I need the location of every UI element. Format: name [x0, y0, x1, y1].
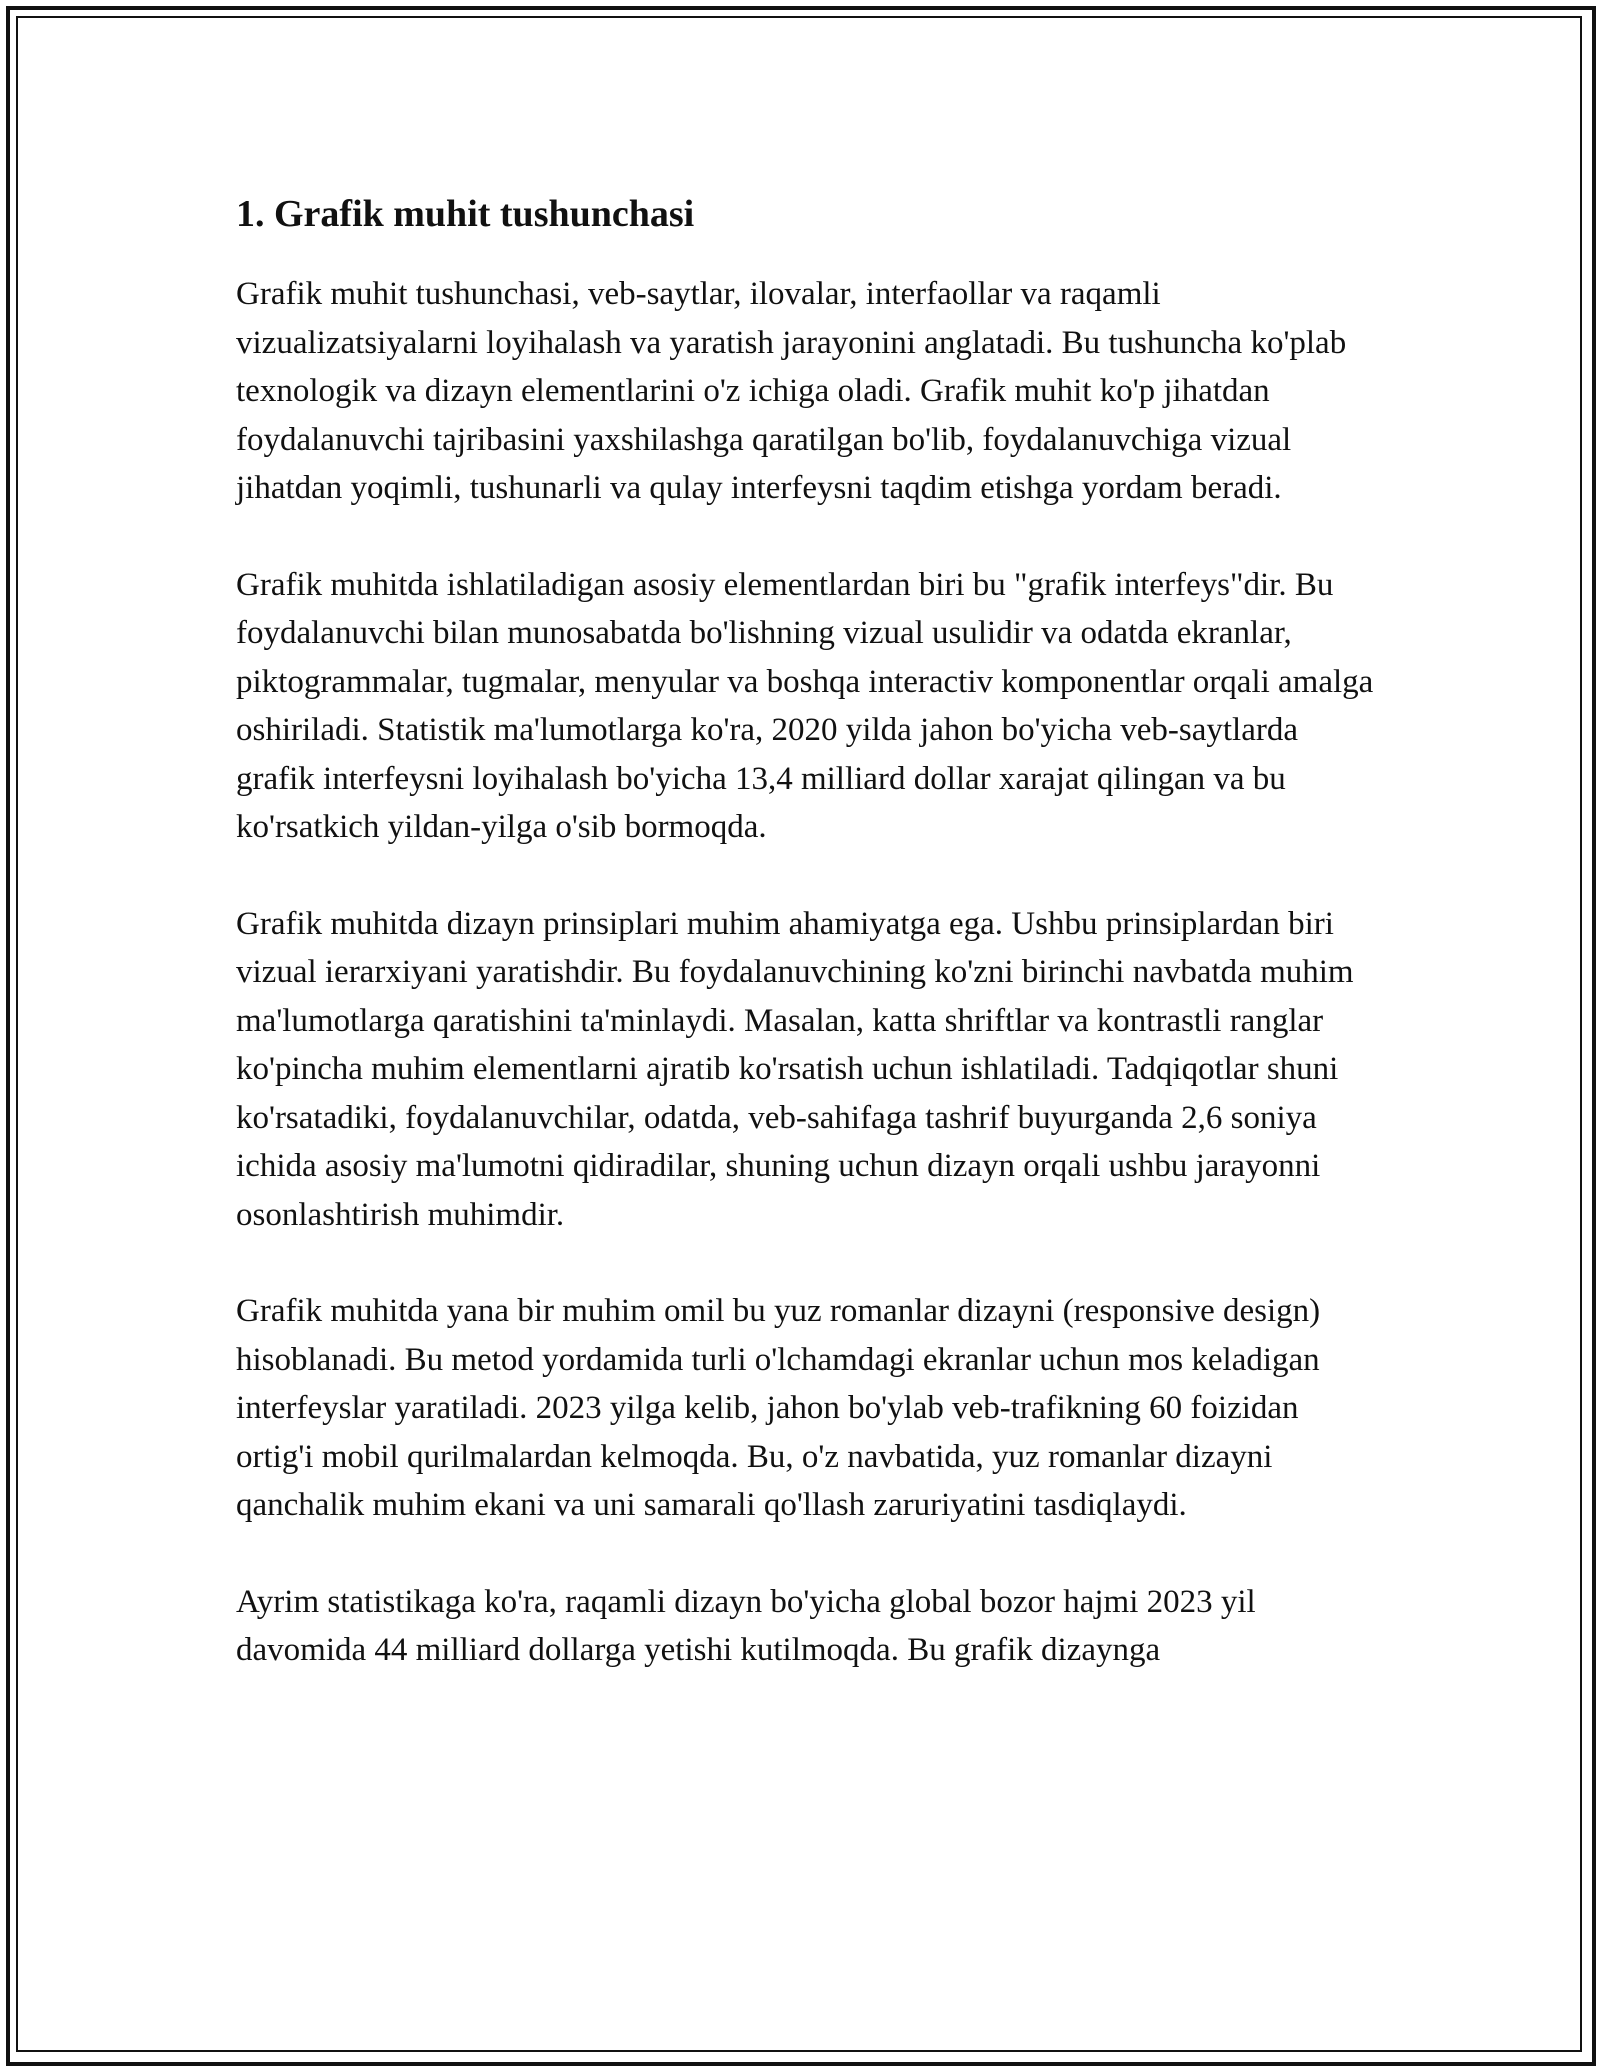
paragraph-2: Grafik muhitda ishlatiladigan asosiy elementlardan biri bu "grafik interfeys"dir. Bu foydalanuvchi bilan munosabatda bo'lishning vizual usulidir va odatda ekranlar, piktogrammalar, tugmalar, menyular va boshqa interactiv komponentlar orqali amalga oshiriladi. Statistik ma'lumotlarga ko'ra, 2020 yilda jahon bo'yicha veb-saytlarda grafik interfeysni loyihalash bo'yicha 13,4 milliard dollar xarajat qilingan va bu ko'rsatkich yildan-yilga o'sib bormoqda. [236, 566, 1374, 845]
section-heading: 1. Grafik muhit tushunchasi [236, 193, 695, 235]
document-body [236, 188, 1376, 1723]
paragraph-1: Grafik muhit tushunchasi, veb-saytlar, ilovalar, interfaollar va raqamli vizualizatsiyalarni loyihalash va yaratish jarayonini anglatadi. Bu tushuncha ko'plab texnologik va dizayn elementlarini o'z ichiga oladi. Grafik muhit ko'p jihatdan foydalanuvchi tajribasini yaxshilashga qaratilgan bo'lib, foydalanuvchiga vizual jihatdan yoqimli, tushunarli va qulay interfeysni taqdim etishga yordam beradi. [236, 276, 1347, 506]
paragraph-5: Ayrim statistikaga ko'ra, raqamli dizayn bo'yicha global bozor hajmi 2023 yil davomida 44 milliard dollarga yetishi kutilmoqda. Bu grafik dizaynga [236, 1583, 1256, 1668]
paragraph-3: Grafik muhitda dizayn prinsiplari muhim ahamiyatga ega. Ushbu prinsiplardan biri vizual ierarxiyani yaratishdir. Bu foydalanuvchining ko'zni birinchi navbatda muhim ma'lumotlarga qaratishini ta'minlaydi. Masalan, katta shriftlar va kontrastli ranglar ko'pincha muhim elementlarni ajratib ko'rsatish uchun ishlatiladi. Tadqiqotlar shuni ko'rsatadiki, foydalanuvchilar, odatda, veb-sahifaga tashrif buyurganda 2,6 soniya ichida asosiy ma'lumotni qidiradilar, shuning uchun dizayn orqali ushbu jarayonni osonlashtirish muhimdir. [236, 905, 1354, 1233]
paragraph-4: Grafik muhitda yana bir muhim omil bu yuz romanlar dizayni (responsive design) hisoblanadi. Bu metod yordamida turli o'lchamdagi ekranlar uchun mos keladigan interfeyslar yaratiladi. 2023 yilga kelib, jahon bo'ylab veb-trafikning 60 foizidan ortig'i mobil qurilmalardan kelmoqda. Bu, o'z navbatida, yuz romanlar dizayni qanchalik muhim ekani va uni samarali qo'llash zaruriyatini tasdiqlaydi. [236, 1293, 1321, 1523]
